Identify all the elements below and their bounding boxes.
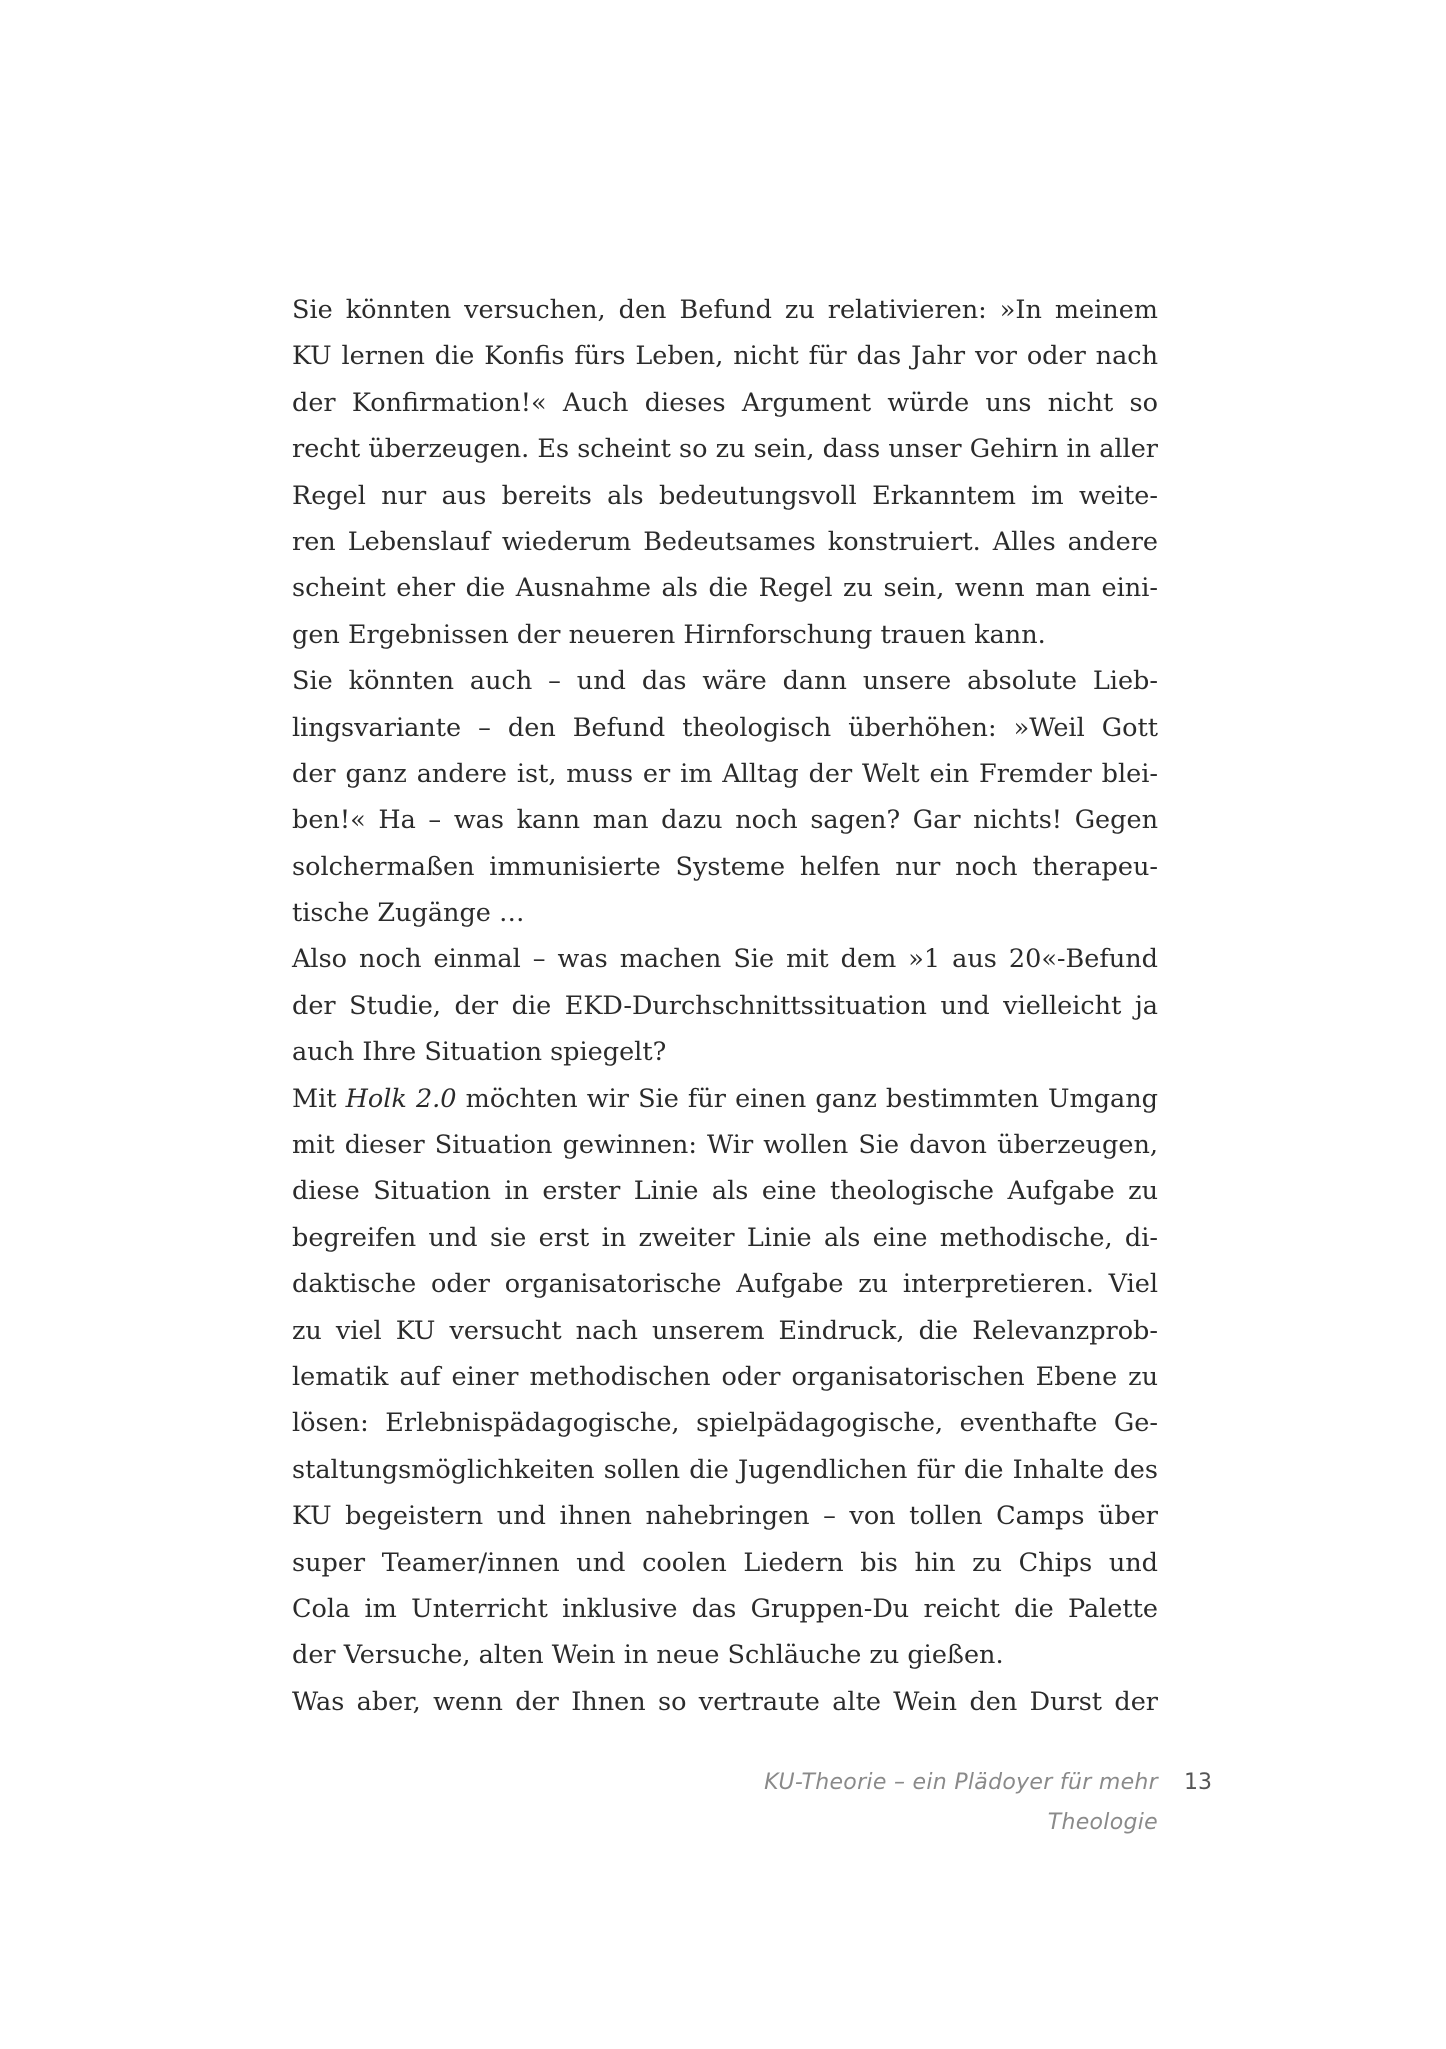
text-line: lösen: Erlebnispädagogische, spielpädagogische, eventhafte Ge- [292,1408,1158,1439]
text-line: auch Ihre Situation spiegelt? [292,1037,667,1068]
italic-title: Holk 2.0 [345,1083,457,1114]
text-line: der Konfirmation!« Auch dieses Argument würde uns nicht so [292,387,1158,418]
text-line: diese Situation in erster Linie als eine theologische Aufgabe zu [292,1176,1158,1207]
text-segment: Mit [292,1083,346,1114]
text-line: ben!« Ha – was kann man dazu noch sagen? Gar nichts! Gegen [292,805,1158,836]
body-text [292,287,1158,1725]
text-line: mit dieser Situation gewinnen: Wir wollen Sie davon überzeugen, [292,1130,1158,1161]
text-line: lingsvariante – den Befund theologisch überhöhen: »Weil Gott [292,712,1158,743]
text-line: super Teamer/innen und coolen Liedern bis hin zu Chips und [292,1547,1158,1578]
text-line: scheint eher die Ausnahme als die Regel zu sein, wenn man eini- [292,573,1158,604]
text-segment: möchten wir Sie für einen ganz bestimmten Umgang [456,1083,1158,1114]
text-line: Sie könnten auch – und das wäre dann unsere absolute Lieb- [292,666,1158,697]
text-line: KU lernen die Konfis fürs Leben, nicht für das Jahr vor oder nach [292,341,1158,372]
text-line: Sie könnten versuchen, den Befund zu relativieren: »In meinem [292,295,1158,325]
text-line: tische Zugänge … [292,898,525,929]
text-line: ren Lebenslauf wiederum Bedeutsames konstruiert. Alles andere [292,526,1158,557]
text-line: recht überzeugen. Es scheint so zu sein, dass unser Gehirn in aller [292,434,1158,465]
page-number: 13 [1184,1770,1212,1795]
text-line: Also noch einmal – was machen Sie mit dem »1 aus 20«-Befund [292,944,1158,975]
text-line: Was aber, wenn der Ihnen so vertraute alte Wein den Durst der [292,1686,1158,1717]
text-line [292,1076,1158,1122]
text-line: staltungsmöglichkeiten sollen die Jugendlichen für die Inhalte des [292,1454,1158,1485]
text-line: begreifen und sie erst in zweiter Linie als eine methodische, di- [292,1222,1158,1253]
text-line: lematik auf einer methodischen oder organisatorischen Ebene zu [292,1361,1158,1392]
text-line: Regel nur aus bereits als bedeutungsvoll Erkanntem im weite- [292,480,1158,511]
text-line: KU begeistern und ihnen nahebringen – von tollen Camps über [292,1501,1158,1532]
text-line: daktische oder organisatorische Aufgabe zu interpretieren. Viel [292,1269,1158,1300]
running-title: KU-Theorie – ein Plädoyer für mehr Theologie [764,1770,1158,1835]
text-line: Cola im Unterricht inklusive das Gruppen-Du reicht die Palette [292,1593,1158,1624]
text-line: zu viel KU versucht nach unserem Eindruck, die Relevanzprob- [292,1315,1158,1346]
text-line: der ganz andere ist, muss er im Alltag der Welt ein Fremder blei- [292,758,1158,789]
text-line: solchermaßen immunisierte Systeme helfen nur noch therapeu- [292,851,1158,882]
text-line: der Versuche, alten Wein in neue Schläuche zu gießen. [292,1640,1004,1671]
text-line: der Studie, der die EKD-Durchschnittssituation und vielleicht ja [292,990,1158,1021]
text-line: gen Ergebnissen der neueren Hirnforschung trauen kann. [292,619,1046,650]
